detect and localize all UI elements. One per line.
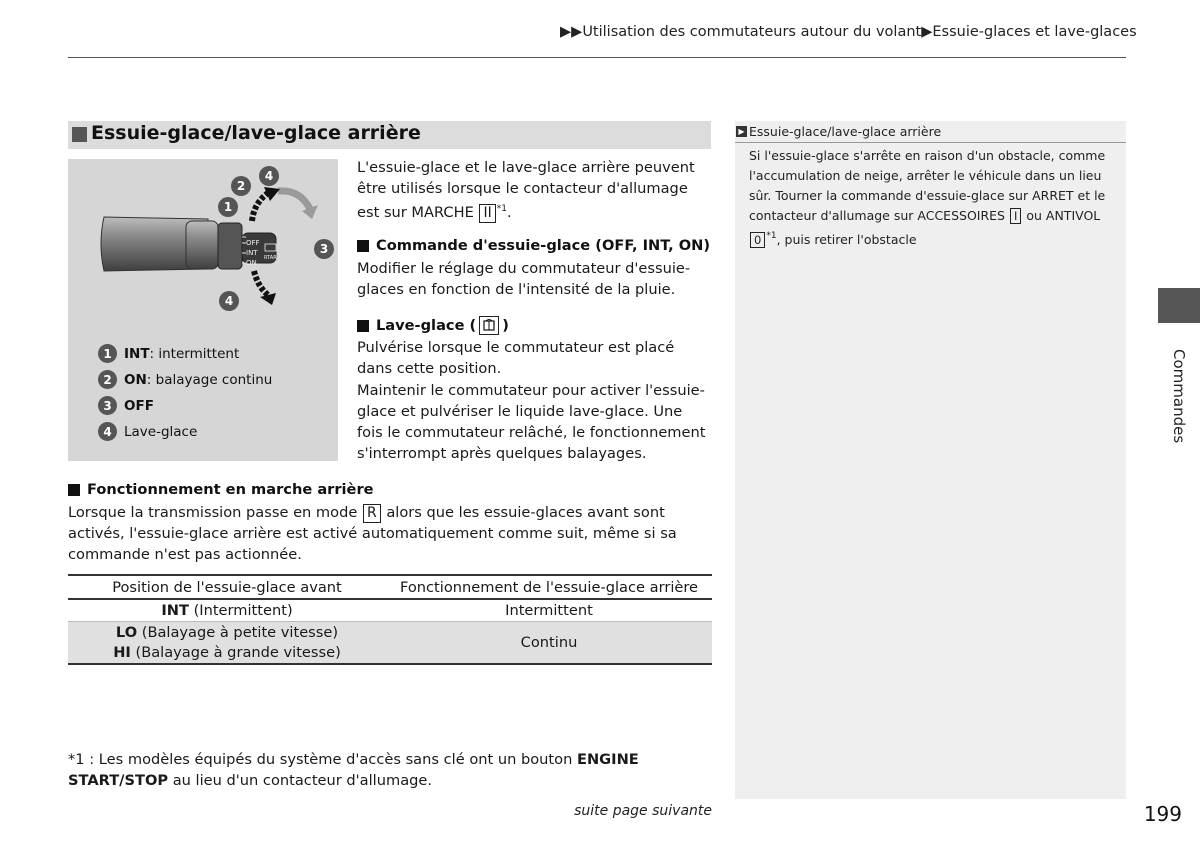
lock-mode-box: 0 [750,232,765,248]
wiper-stalk-illustration [68,159,338,329]
stalk-label-off: OFF [246,239,260,247]
chapter-tab [1158,288,1200,323]
legend-bold: OFF [124,397,154,414]
cell-bold: HI [113,643,131,661]
legend-text: Lave-glace [124,423,198,440]
table-header-cell: Fonctionnement de l'essuie-glace arrière [399,578,699,596]
table-row [68,622,712,665]
breadcrumb-item-2: Essuie-glaces et lave-glaces [932,24,1137,40]
arrow-down-icon [260,293,276,305]
sidebar-title: Essuie-glace/lave-glace arrière [749,124,942,139]
legend-number: 3 [98,396,117,415]
callout-4-bottom: 4 [224,294,234,308]
sidebar-note [749,146,1119,250]
legend-text: : intermittent [149,345,240,362]
section-square-icon [72,127,87,142]
accessory-mode-box: I [1010,208,1021,224]
callout-2: 2 [236,179,246,193]
table-cell [68,600,386,621]
breadcrumb [560,24,1137,40]
footnote-ref: *1 [766,231,777,241]
header-divider [68,57,1126,58]
cell-text: (Balayage à grande vitesse) [130,643,341,661]
lave-glace-heading [357,316,509,335]
reverse-heading [68,481,374,498]
chapter-tab-label: Commandes [1170,349,1188,444]
legend-bold: INT [124,345,150,362]
footnote-ref: *1 [496,204,507,214]
footnote-text-1: *1 : Les modèles équipés du système d'accès sans clé ont un bouton [68,751,573,768]
footnote [68,749,718,791]
cell-bold: INT [161,602,189,619]
wiper-stalk-figure [68,159,338,461]
sidebar-text-3: , puis retirer l'obstacle [776,232,917,247]
commande-title: Commande d'essuie-glace (OFF, INT, ON) [376,237,710,254]
continue-note: suite page suivante [574,803,712,819]
lave-title-end: ) [502,317,509,334]
intro-text: L'essuie-glace et le lave-glace arrière peuvent être utilisés lorsque le contacteur d'allumage est sur MARCHE [357,159,695,221]
legend-item [98,396,154,415]
heading-square-icon [357,240,369,252]
commande-text: Modifier le réglage du commutateur d'essuie-glaces en fonction de l'intensité de la pluie. [357,260,691,298]
table-cell [68,622,386,663]
table-header-cell: Position de l'essuie-glace avant [112,578,342,596]
intro-paragraph [357,157,707,223]
reverse-paragraph [68,502,712,565]
table-row [68,600,712,622]
ignition-mode-box: II [479,204,495,223]
legend-item [98,422,197,441]
table-cell: Continu [520,634,578,651]
lave-text-2: Maintenir le commutateur pour activer l'essuie-glace et pulvériser le liquide lave-glace. Une fois le commutateur relâché, le fonctionnement s'interrompt après quelques balayages. [357,382,706,462]
washer-icon [479,316,499,335]
arrow-icon: ▶ [921,24,933,40]
heading-square-icon [357,320,369,332]
stalk-label-on: ON [246,259,257,267]
breadcrumb-item-1: Utilisation des commutateurs autour du volant [582,24,922,40]
sidebar-text-2: ou ANTIVOL [1026,208,1101,223]
lave-text-1: Pulvérise lorsque le commutateur est placé dans cette position. [357,339,675,377]
reverse-text-2: alors que les essuie-glaces avant sont activés, l'essuie-glace arrière est activé automatiquement comme suit, même si sa commande n'est pas actionnée. [68,504,677,563]
cell-bold: LO [115,623,138,641]
sidebar-text-1: Si l'essuie-glace s'arrête en raison d'un obstacle, comme l'accumulation de neige, arrêter le véhicule dans un lieu sûr. Tourner la commande d'essuie-glace sur ARRET et le contacteur d'allumage sur ACCESSOIRES [749,148,1106,223]
intro-end: . [506,204,512,221]
legend-item [98,370,272,389]
heading-square-icon [68,484,80,496]
footnote-text-2: au lieu d'un contacteur d'allumage. [172,772,433,789]
stalk-label-int: INT [246,249,258,257]
legend-text: : balayage continu [146,371,273,388]
lave-title-start: Lave-glace ( [376,317,477,334]
cell-text: (Balayage à petite vitesse) [137,623,339,641]
reference-arrow-icon: ▶ [736,126,747,137]
double-arrow-icon: ▶▶ [560,24,583,40]
section-title: Essuie-glace/lave-glace arrière [91,122,421,144]
legend-item [98,344,239,363]
reverse-gear-box: R [363,504,381,523]
reverse-title: Fonctionnement en marche arrière [87,481,374,498]
legend-bold: ON [124,371,147,388]
callout-4-top: 4 [264,169,274,183]
stalk-label-rtar: RTAR [264,255,277,261]
commande-heading [357,237,710,254]
sidebar-header [735,121,1126,143]
table-cell: Intermittent [505,602,593,619]
legend-number: 1 [98,344,117,363]
cell-text: (Intermittent) [188,602,293,619]
page-number: 199 [1143,802,1182,826]
wiper-table [68,574,712,665]
callout-3: 3 [319,242,329,256]
legend-number: 4 [98,422,117,441]
footnote-bold: ENGINE START/STOP [68,751,639,789]
legend-number: 2 [98,370,117,389]
table-header-row [68,574,712,600]
reverse-text-1: Lorsque la transmission passe en mode [68,504,358,521]
callout-1: 1 [223,200,233,214]
